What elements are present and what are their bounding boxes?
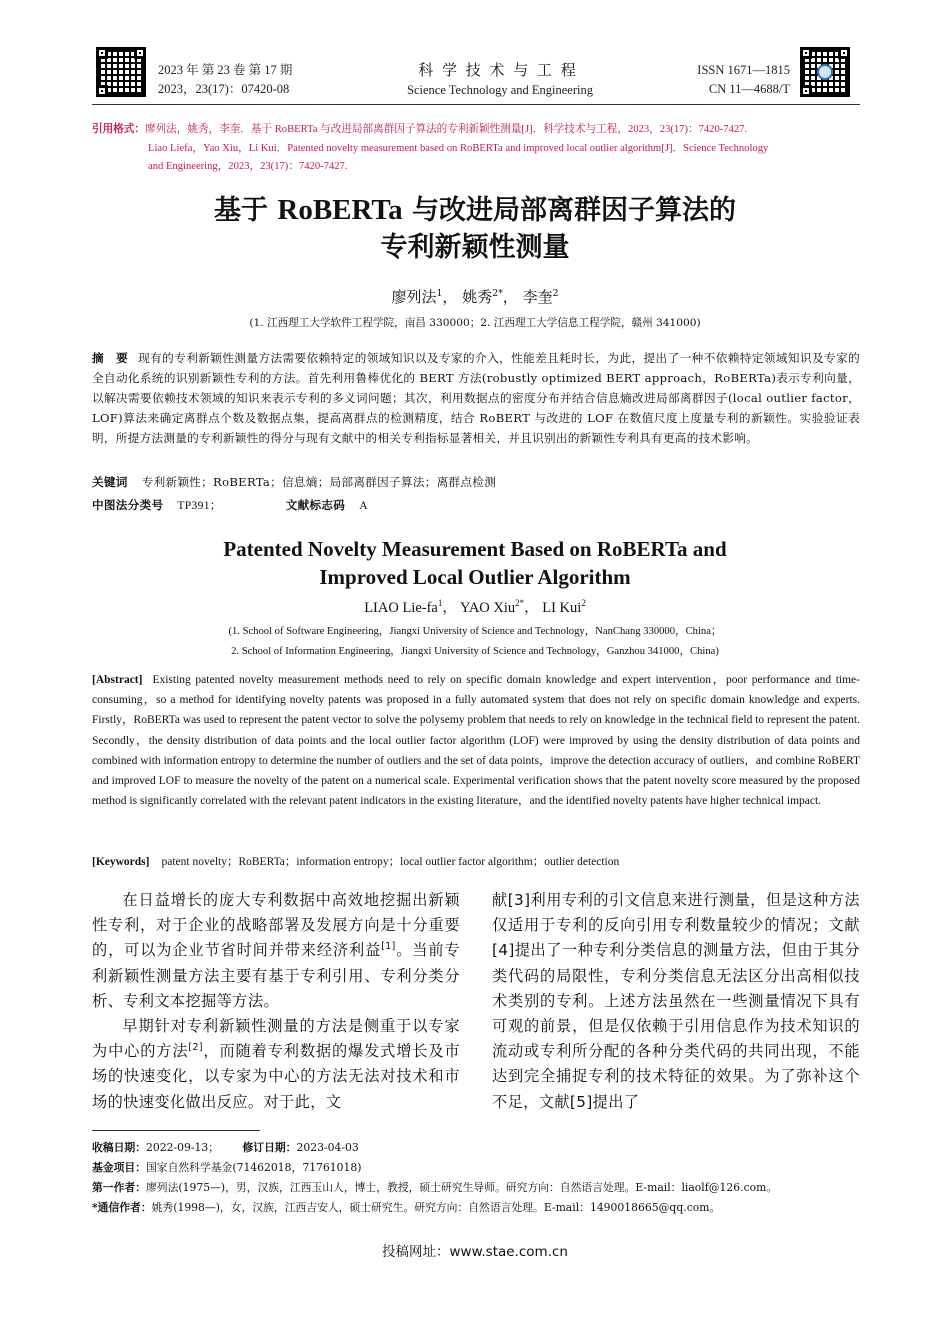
- footnote-fund: 基金项目：国家自然科学基金(71462018，71761018): [92, 1161, 362, 1174]
- footnote-corresponding-author: *通信作者：姚秀(1998—)，女，汉族，江西吉安人，硕士研究生。研究方向：自然语言处理。E-mail：1490018665@qq.com。: [92, 1201, 721, 1214]
- keywords-cn: 关键词 专利新颖性；RoBERTa；信息熵；局部离群因子算法；离群点检测: [92, 475, 497, 489]
- issue-info: 2023 年 第 23 卷 第 17 期 2023，23(17)：07420-08: [158, 63, 293, 96]
- qr-code-right: [800, 47, 850, 97]
- body-paragraph: 献[3]利用专利的引文信息来进行测量，但是这种方法仅适用于专利的反向引用专利数量较少的情况；文献[4]提出了一种专利分类信息的测量方法，但由于其分类代码的局限性，专利分类信息无法区分出高相似技术类别的专利。上述方法虽然在一些测量情况下具有可观的前景，但是仅依赖于引用信息作为技术知识的流动或专利所分配的各种分类代码的共同出现，不能达到完全捕捉专利的技术特征的效果。为了弥补这个不足，文献[5]提出了: [492, 891, 860, 1111]
- classification: 中图法分类号 TP391； 文献标志码 A: [92, 498, 368, 512]
- body-paragraph: 在日益增长的庞大专利数据中高效地挖掘出新颖性专利，对于企业的战略部署及发展方向是十分重要的，可以为企业节省时间并带来经济利益[1]。当前专利新颖性测量方法主要有基于专利引用、专利分类分析、专利文本挖掘等方法。: [92, 891, 460, 1010]
- header-rule: [92, 104, 860, 105]
- citation-format: 引用格式：廖列法，姚秀，李奎．基于 RoBERTa 与改进局部离群因子算法的专利新颖性测量[J]．科学技术与工程，2023，23(17)：7420-7427. Liao Liefa，Yao Xiu，Li Kui．Patented novelty measurement based on RoBERTa and improved local outlier algorithm[J]．Science Technology and Engineering，2023，23(17)：7420-7427.: [92, 124, 769, 172]
- submission-url[interactable]: 投稿网址：www.stae.com.cn: [382, 1244, 568, 1260]
- paper-title-en: Patented Novelty Measurement Based on RoBERTa and Improved Local Outlier Algorithm: [223, 537, 727, 589]
- affiliation-cn: (1. 江西理工大学软件工程学院，南昌 330000；2. 江西理工大学信息工程学院，赣州 341000): [249, 317, 701, 329]
- body-column-right: [492, 888, 860, 1115]
- footnote-first-author: 第一作者：廖列法(1975—)，男，汉族，江西玉山人，博士，教授，硕士研究生导师。研究方向：自然语言处理。E-mail：liaolf@126.com。: [92, 1181, 778, 1194]
- keywords-en: [Keywords] patent novelty；RoBERTa；information entropy；local outlier factor algorithm；outlier detection: [92, 856, 620, 868]
- paper-title-cn: 基于 RoBERTa 与改进局部离群因子算法的 专利新颖性测量: [213, 194, 737, 263]
- abstract-en: [Abstract] Existing patented novelty measurement methods need to rely on specific domain knowledge and expert intervention，poor performance and time-consuming，so a method for identifying novelty patents was proposed in a fully automated system that does not rely on specific domain knowledge and experts. Firstly，RoBERTa was used to represent the patent vector to solve the polysemy problem that needs to rely on knowledge in the technical field to represent the patent. Secondly，the density distribution of data points and the local outlier factor algorithm (LOF) were improved by using the density distribution of data points and combined with information entropy to determine the number of outliers and the set of data points，improve the detection accuracy of outliers，and combine RoBERT and improved LOF to measure the novelty of the patent on a numerical scale. Experimental verification shows that the patent novelty score measured by the proposed method is significantly correlated with the relevant patent indicators in the existing literature，and the identified novelty patents have higher technical impact.: [92, 674, 860, 808]
- authors-en: LIAO Lie-$fa^1$， YAO Xiu$^{2*}$， LI Kui$^2$: [364, 598, 586, 616]
- journal-title-cn: 科 学 技 术 与 工 程: [418, 61, 578, 79]
- abstract-cn: 摘 要 现有的专利新颖性测量方法需要依赖特定的领域知识以及专家的介入，性能差且耗时长，为此，提出了一种不依赖特定领域知识及专家的全自动化系统的识别新颖性专利的方法。首先利用鲁棒优化的 BERT 方法(robustly optimized BERT approach，RoBERTa)表示专利向量，以解决需要依赖技术领域的知识来表示专利的多义词问题；其次，利用数据点的密度分布并结合信息熵改进局部离群因子(local outlier factor，LOF)算法来确定离群点个数及数据点集，提高离群点的检测精度，结合 RoBERT 与改进的 LOF 在数值尺度上度量专利的新颖性。实验验证表明，所提方法测量的专利新颖性的得分与现有文献中的相关专利指标显著相关，并且识别出的新颖性专利具有更高的技术影响。: [92, 351, 860, 445]
- affiliation-en: (1. School of Software Engineering，Jiangxi University of Science and Technology，NanChang 330000，China； 2. School of Information Engineering，Jiangxi University of Science and Technology，Ganzhou 341000，China): [228, 626, 722, 657]
- journal-logo-icon: [817, 64, 833, 80]
- issn-info: ISSN 1671—1815 CN 11—4688/T: [697, 63, 790, 96]
- authors-cn: 廖列法$^1$， 姚秀$^{2*}$， 李奎$^2$: [391, 288, 559, 306]
- journal-title-en: Science Technology and Engineering: [407, 83, 593, 97]
- body-column-left: [92, 888, 460, 1115]
- footnote-dates: 收稿日期：2022-09-13； 修订日期：2023-04-03: [92, 1141, 359, 1154]
- footnote-rule: [92, 1130, 260, 1131]
- body-paragraph: 早期针对专利新颖性测量的方法是侧重于以专家为中心的方法[2]，而随着专利数据的爆发式增长及市场的快速变化，以专家为中心的方法无法对技术和市场的快速变化做出反应。对于此，文: [92, 1017, 460, 1111]
